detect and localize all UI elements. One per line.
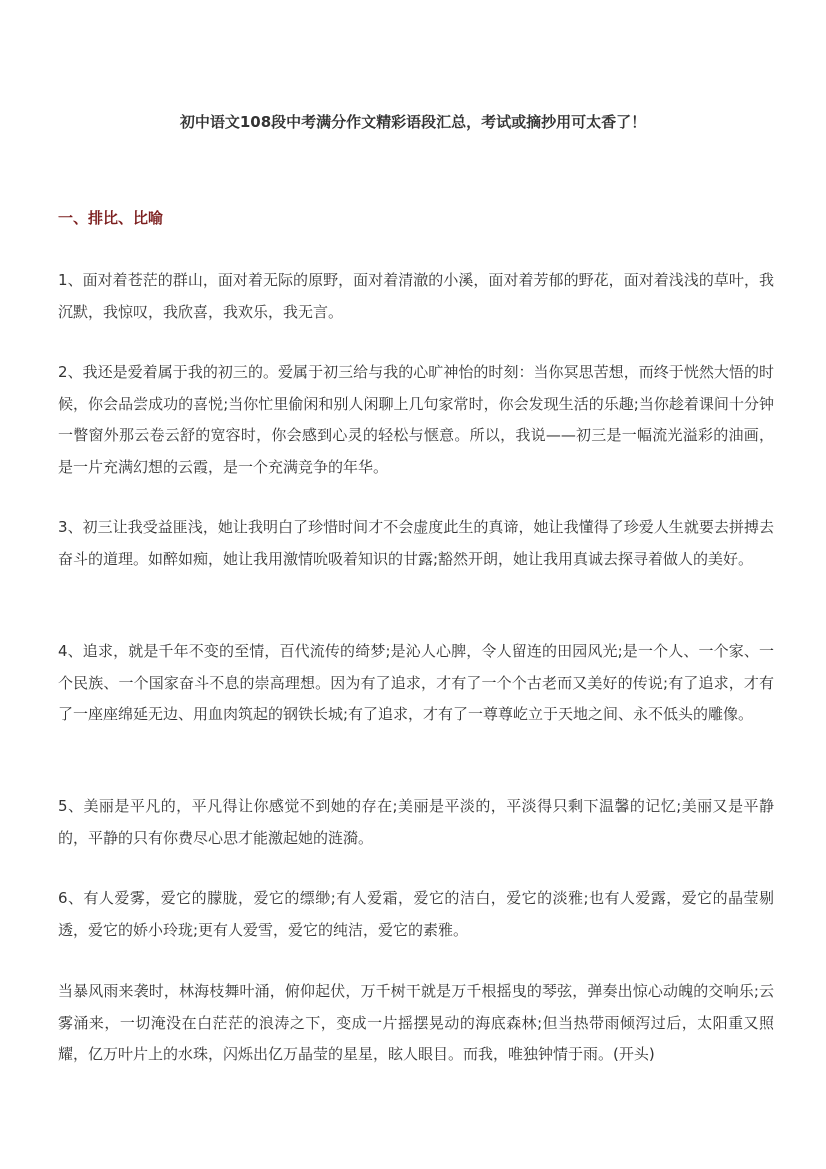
page-title: 初中语文108段中考满分作文精彩语段汇总，考试或摘抄用可太香了！ [179, 113, 647, 131]
paragraph-5: 5、美丽是平凡的，平凡得让你感觉不到她的存在;美丽是平淡的，平淡得只剩下温馨的记忆;美丽又是平静的，平静的只有你费尽心思才能激起她的涟漪。 [58, 797, 774, 847]
paragraph-7: 当暴风雨来袭时，林海枝舞叶涌，俯仰起伏，万千树干就是万千根摇曳的琴弦，弹奏出惊心动魄的交响乐;云雾涌来，一切淹没在白茫茫的浪涛之下，变成一片摇摆晃动的海底森林;但当热带雨倾泻过后，太阳重又照耀，亿万叶片上的水珠，闪烁出亿万晶莹的星星，眩人眼目。而我，唯独钟情于雨。(开头) [58, 982, 774, 1063]
paragraph-1: 1、面对着苍茫的群山，面对着无际的原野，面对着清澈的小溪，面对着芳郁的野花，面对着浅浅的草叶，我沉默，我惊叹，我欣喜，我欢乐，我无言。 [58, 271, 774, 321]
paragraph-3: 3、初三让我受益匪浅，她让我明白了珍惜时间才不会虚度此生的真谛，她让我懂得了珍爱人生就要去拼搏去奋斗的道理。如醉如痴，她让我用激情吮吸着知识的甘露;豁然开朗，她让我用真诚去探寻着做人的美好。 [58, 518, 774, 568]
paragraph-2: 2、我还是爱着属于我的初三的。爱属于初三给与我的心旷神怡的时刻：当你冥思苦想，而终于恍然大悟的时候，你会品尝成功的喜悦;当你忙里偷闲和别人闲聊上几句家常时，你会发现生活的乐趣;当你趁着课间十分钟一瞥窗外那云卷云舒的宽容时，你会感到心灵的轻松与惬意。所以，我说——初三是一幅流光溢彩的油画，是一片充满幻想的云霞，是一个充满竞争的年华。 [58, 363, 774, 476]
paragraph-6: 6、有人爱雾，爱它的朦胧，爱它的缥缈;有人爱霜，爱它的洁白，爱它的淡雅;也有人爱露，爱它的晶莹剔透，爱它的娇小玲珑;更有人爱雪，爱它的纯洁，爱它的素雅。 [58, 889, 774, 939]
section-heading: 一、排比、比喻 [58, 209, 164, 227]
paragraph-4: 4、追求，就是千年不变的至情，百代流传的绮梦;是沁人心脾，令人留连的田园风光;是一个人、一个家、一个民族、一个国家奋斗不息的崇高理想。因为有了追求，才有了一个个古老而又美好的传说;有了追求，才有了一座座绵延无边、用血肉筑起的钢铁长城;有了追求，才有了一尊尊屹立于天地之间、永不低头的雕像。 [58, 642, 774, 723]
